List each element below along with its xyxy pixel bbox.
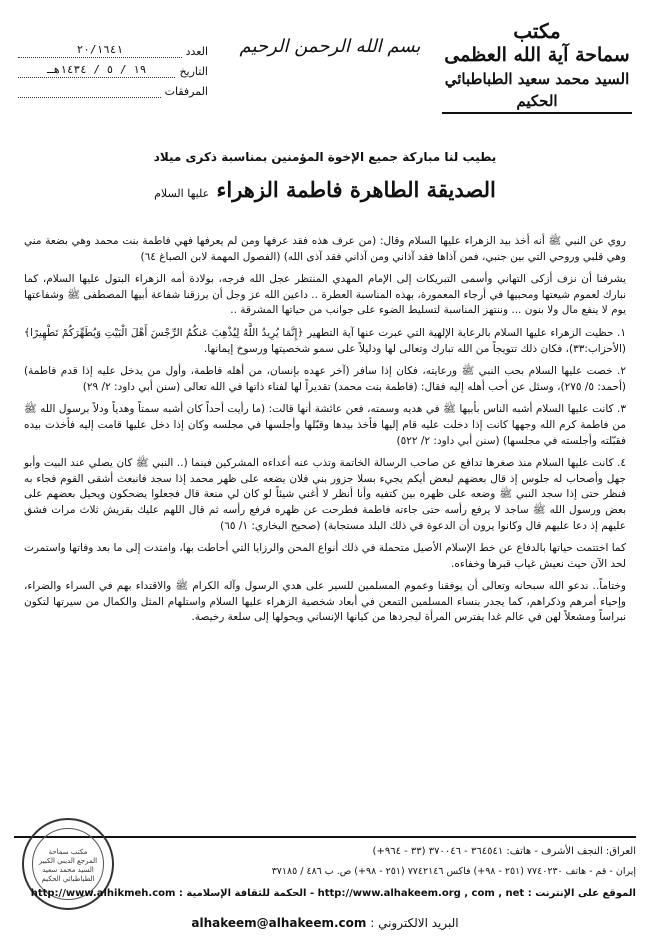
iraq-contact-line: العراق: النجف الأشرف - هاتف: ٣٦٤٥٤١ - ٣٧٠٠٤٦ (٣٣ - ٩٦٤+) xyxy=(372,846,636,857)
paragraph-point-4: ٤. كانت عليها السلام منذ صغرها تدافع عن صاحب الرسالة الخاتمة وتذب عنه أعداءه المشركين فينما (.. النبي ﷺ كان يصلي عند البيت وأبو جهل وأصحاب له جلوس إذ قال بعضهم لبعض أيكم يجيء بسلا جزور بني فلان يضعه على ظهر محمد إذا سجد فانبعث أشقى القوم فجاء به فنظر حتى إذا سجد النبي ﷺ وضعه على ظهره بين كتفيه وأنا أنظر لا أغني شيئاً لو كان لي منعة قال فجعلوا يضحكون ويحيل بعضهم على بعض ورسول الله ﷺ ساجد لا يرفع رأسه حتى جاءته فاطمة فطرحت عن ظهره فرفع رأسه ثم قال اللهم عليك بقريش ثلاث مرات فشق عليهم إذ دعا عليهم قال وكانوا يرون أن الدعوة في ذلك البلد مستجابة) (صحيح البخاري: ١/ ٦٥) xyxy=(24,457,626,532)
paragraph-closing-life: كما اختتمت حياتها بالدفاع عن خط الإسلام الأصيل متحملة في ذلك أنواع المحن والرزايا التي أحاطت بها، وامتدت إلى ما بعد وفاتها واستمرت لحد الآن حيث نعيش غياب قبرها وخفاءه. xyxy=(24,542,626,570)
stamp-text: مكتب سماحة المرجع الديني الكبير السيد محمد سعيد الطباطبائي الحكيم xyxy=(38,848,98,883)
website-link-1[interactable]: http://www.alhakeem.org , com , net xyxy=(317,888,525,899)
reference-block xyxy=(18,38,208,98)
email-address-link[interactable]: alhakeem@alhakeem.com xyxy=(191,916,367,930)
date-value: ١٩ / ٥ / ١٤٣٤هـ xyxy=(18,63,175,78)
reference-date-row xyxy=(18,58,208,78)
office-title xyxy=(442,20,632,114)
document-title xyxy=(30,170,620,214)
letter-footer xyxy=(14,836,636,918)
title-honorific: عليها السلام xyxy=(154,187,210,200)
iran-contact-line: إيران - قم - هاتف ٧٧٤٠٢٣٠ (٢٥١ - ٩٨+) فاكس ٧٧٤٢١٤٦ (٢٥١ - ٩٨+) ص. ب ٤٨٦ / ٣٧١٨٥ xyxy=(271,866,636,877)
reference-attachments-row xyxy=(18,78,208,98)
email-line: البريد الالكتروني : alhakeem@alhakeem.com xyxy=(191,916,459,930)
number-value: ٢٠/١٦٤١ xyxy=(18,43,182,58)
letterhead xyxy=(0,0,650,130)
paragraph-point-3: ٣. كانت عليها السلام أشبه الناس بأبيها ﷺ في هديه وسمته، فعن عائشة أنها قالت: (ما رأيت أحداً كان أشبه سمتاً وهدياً ودلاً برسول الله ﷺ من فاطمة كرم الله وجهها كانت إذا دخلت عليه قام إليها فأخذ بيدها وقبّلها وأجلسها في مجلسه وكان إذا دخل عليها قامت إليه فأخذت بيده فقبّلته وأجلسته في مجلسها) (سنن أبي داود: ٢/ ٥٢٢) xyxy=(24,403,626,447)
website-link-2[interactable]: http://www.alhikmeh.com xyxy=(30,888,176,899)
title-text: الصديقة الطاهرة فاطمة الزهراء xyxy=(216,177,496,202)
email-label: البريد الالكتروني xyxy=(378,916,459,930)
letter-body xyxy=(24,234,626,633)
paragraph-point-1: ١. حظيت الزهراء عليها السلام بالرعاية الإلهية التي عبرت عنها آية التطهير ﴿إِنَّمَا يُرِيدُ اللَّهُ لِيُذْهِبَ عَنكُمُ الرِّجْسَ أَهْلَ الْبَيْتِ وَيُطَهِّرَكُمْ تَطْهِيرًا﴾ (الأحزاب:٣٣)، فكان ذلك تتويجاً من الله تبارك وتعالى لها ودليلاً على سمو شخصيتها ورسوخ إيمانها. xyxy=(24,326,626,355)
website-org-name: الحكمة للثقافة الإسلامية xyxy=(186,888,307,899)
office-line-2: سماحة آية الله العظمى xyxy=(444,44,630,66)
paragraph-conclusion: وختاماً.. ندعو الله سبحانه وتعالى أن يوفقنا وعموم المسلمين للسير على هدي الرسول وآله الكرام ﷺ والاقتداء بهم في السراء والضراء، وإحياء أمرهم وذكراهم، كما يجدر بنساء المسلمين التمعن في أبعاد شخصية الزهراء عليها السلام واستلهام المثل والكمال من سيرتها لتكون نبراساً ومشعلاً لهن في عالم غدا يفترس المرأة ليجردها من كيانها الإنساني ويحولها إلى سلعة رخيصة. xyxy=(24,580,626,624)
intro-line: يطيب لنا مباركة جميع الإخوة المؤمنين بمناسبة ذكرى ميلاد xyxy=(153,150,497,164)
office-line-3: السيد محمد سعيد الطباطبائي الحكيم xyxy=(442,68,632,114)
office-line-1: مكتب xyxy=(513,19,561,43)
date-label: التاريخ xyxy=(179,65,208,78)
website-line: الموقع على الإنترنت : http://www.alhakeem.org , com , net - الحكمة للثقافة الإسلامية : http://www.alhikmeh.com xyxy=(30,888,636,899)
website-label: الموقع على الإنترنت xyxy=(535,888,636,899)
paragraph-hadith: روي عن النبي ﷺ أنه أخذ بيد الزهراء عليها السلام وقال: (من عرف هذه فقد عرفها ومن لم يعرفها فهي فاطمة بنت محمد وهي بضعة مني وهي قلبي وروحي التي بين جنبي، فمن آذاها فقد آذاني ومن آذاني فقد آذى الله) (الفصول المهمة لابن الصباغ ٦٤) xyxy=(24,235,626,263)
basmala: بسم الله الرحمن الرحيم xyxy=(239,36,421,57)
paragraph-congratulation: يشرفنا أن نزف أزكى التهاني وأسمى التبريكات إلى الإمام المهدي المنتظر عجل الله فرجه، بولادة أمه الزهراء البتول عليها السلام، كما نبارك لعموم شيعتها ومحبيها في أرجاء المعمورة، بهذه المناسبة العطرة .. داعين الله عز وجل أن يرزقنا شفاعة أبيها المصطفى ﷺ وشفاعتها يوم لا ينفع مال ولا بنون ... وننتهز المناسبة لتسليط الضوء على جوانب من حياتها المشرقة .. xyxy=(24,273,626,317)
reference-number-row xyxy=(18,38,208,58)
paragraph-point-2: ٢. خصت عليها السلام بحب النبي ﷺ ورعايته، فكان إذا سافر (آخر عهده بإنسان، من أهله فاطمة، وأول من يدخل عليه إذا قدم فاطمة) (أحمد: ٥/ ٢٧٥)، وسئل عن أحب أهله إليه فقال: (فاطمة بنت محمد) تقديراً لها لفناء ذاتها في الله تعالى (سنن أبي داود: ٢/ ٢٩) xyxy=(24,365,626,393)
attachments-value xyxy=(18,97,161,98)
attachments-label: المرفقات xyxy=(164,85,208,98)
number-label: العدد xyxy=(185,45,208,58)
